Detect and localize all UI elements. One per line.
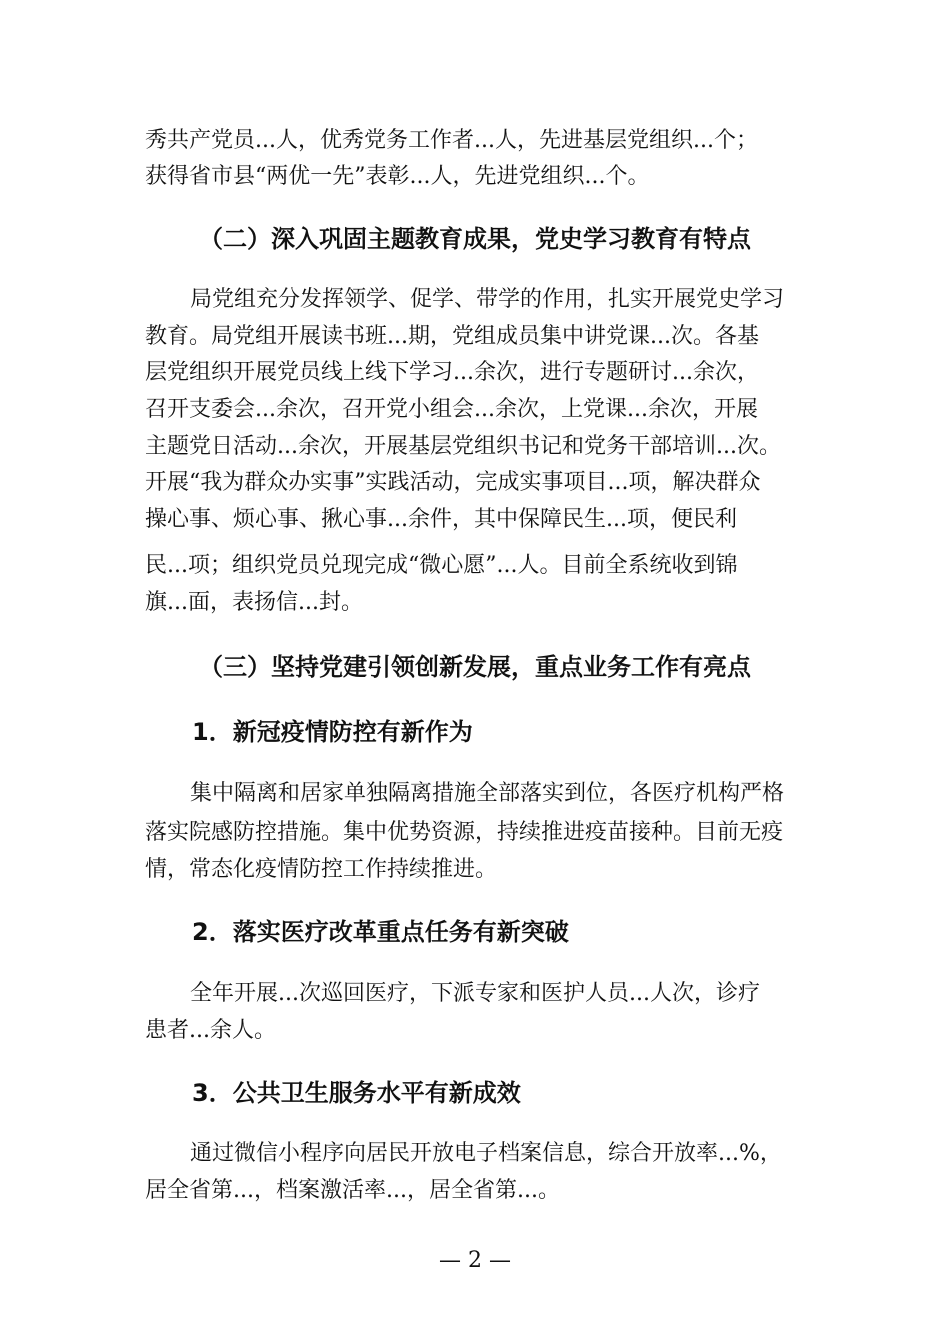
paragraph-line: 通过微信小程序向居民开放电子档案信息，综合开放率...%， — [190, 1141, 782, 1166]
section-heading-2: （二）深入巩固主题教育成果，党史学习教育有特点 — [199, 225, 751, 253]
paragraph-line: 局党组充分发挥领学、促学、带学的作用，扎实开展党史学习 — [190, 287, 785, 312]
paragraph-line: 民...项；组织党员兑现完成“微心愿”...人。目前全系统收到锦 — [145, 553, 738, 578]
paragraph-line: 旗...面，表扬信...封。 — [145, 590, 363, 615]
paragraph-line: 主题党日活动...余次，开展基层党组织书记和党务干部培训...次。 — [145, 434, 781, 459]
paragraph-line: 教育。局党组开展读书班...期，党组成员集中讲党课...次。各基 — [145, 324, 759, 349]
paragraph-line: 开展“我为群众办实事”实践活动，完成实事项目...项，解决群众 — [145, 470, 761, 495]
paragraph-line: 召开支委会...余次，召开党小组会...余次，上党课...余次，开展 — [145, 397, 758, 422]
sub-heading-1: 1．新冠疫情防控有新作为 — [192, 718, 473, 746]
sub-heading-2: 2．落实医疗改革重点任务有新突破 — [192, 918, 569, 946]
paragraph-line: 患者...余人。 — [145, 1018, 276, 1043]
paragraph-line: 操心事、烦心事、揪心事...余件，其中保障民生...项，便民利 — [145, 507, 737, 532]
sub-heading-3: 3．公共卫生服务水平有新成效 — [192, 1079, 521, 1107]
paragraph-line: 获得省市县“两优一先”表彰...人，先进党组织...个。 — [145, 164, 650, 189]
paragraph-line: 情，常态化疫情防控工作持续推进。 — [145, 857, 498, 882]
paragraph-line: 秀共产党员...人，优秀党务工作者...人，先进基层党组织...个； — [145, 128, 758, 153]
paragraph-line: 全年开展...次巡回医疗，下派专家和医护人员...人次，诊疗 — [190, 981, 760, 1006]
paragraph-line: 居全省第...，档案激活率...，居全省第...。 — [145, 1178, 560, 1203]
paragraph-line: 层党组织开展党员线上线下学习...余次，进行专题研讨...余次， — [145, 360, 759, 385]
section-heading-3: （三）坚持党建引领创新发展，重点业务工作有亮点 — [199, 653, 751, 681]
paragraph-line: 落实院感防控措施。集中优势资源，持续推进疫苗接种。目前无疫 — [145, 820, 784, 845]
paragraph-line: 集中隔离和居家单独隔离措施全部落实到位，各医疗机构严格 — [190, 781, 785, 806]
page-number: — 2 — — [439, 1248, 511, 1273]
